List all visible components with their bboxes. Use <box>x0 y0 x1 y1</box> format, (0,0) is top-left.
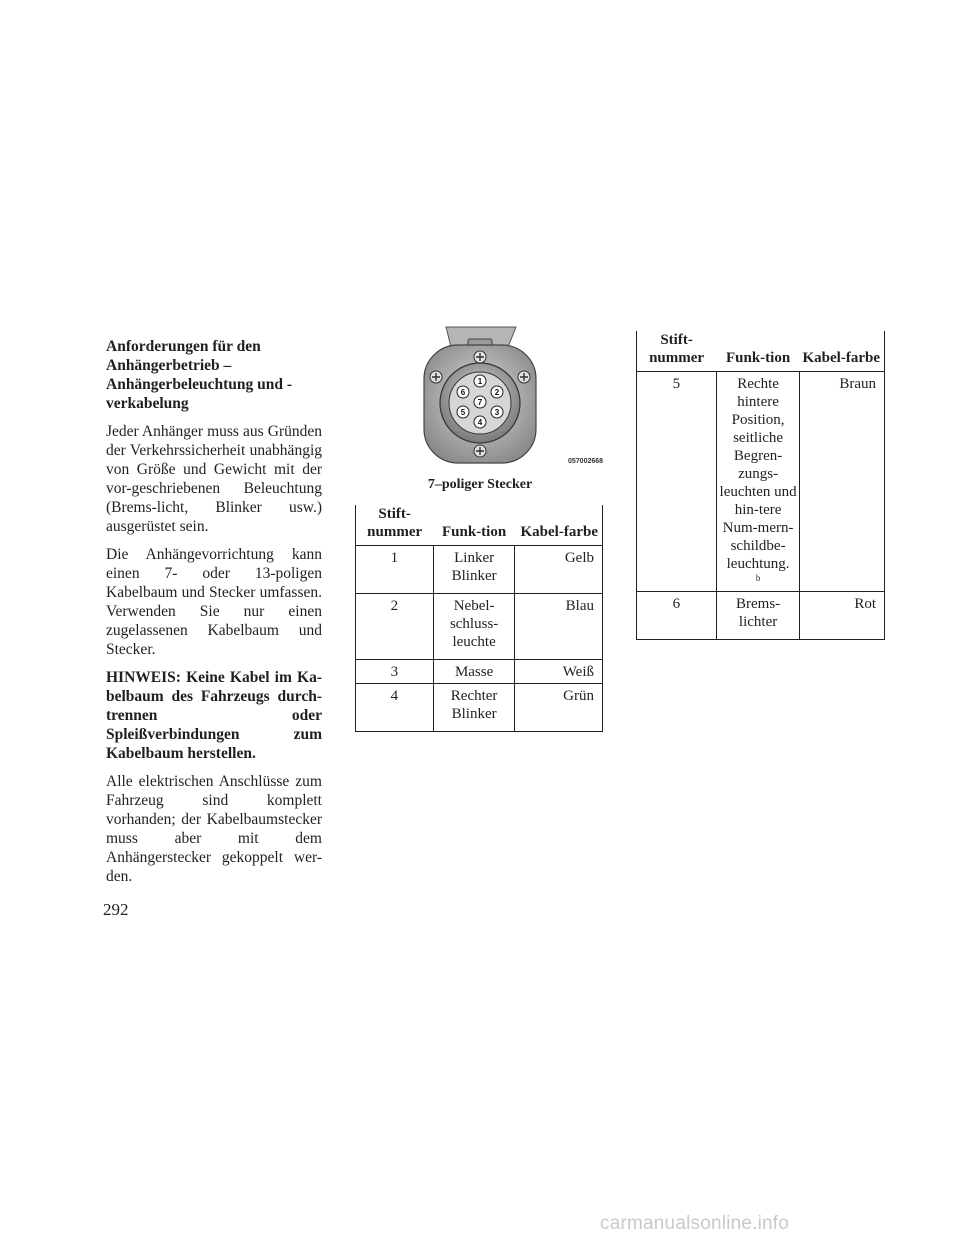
header-function: Funk-tion <box>716 331 800 372</box>
paragraph-harness: Die Anhängevorrichtung kann einen 7- oder 13-poligen Kabelbaum und Stecker umfassen. Verwenden Sie nur einen zugelassenen Kabelbaum und Stecker. <box>106 546 322 658</box>
watermark: carmanualsonline.info <box>600 1213 790 1234</box>
cell-pin: 6 <box>637 592 717 640</box>
pin-2 <box>491 386 503 398</box>
table-header-row <box>356 505 603 546</box>
cell-color: Gelb <box>515 546 603 594</box>
cell-pin: 4 <box>356 684 434 732</box>
cell-pin: 3 <box>356 660 434 684</box>
page-number: 292 <box>103 900 129 919</box>
cell-function: Brems-lichter <box>716 592 800 640</box>
header-pin: Stift-nummer <box>637 331 717 372</box>
note-warning: HINWEIS: Keine Kabel im Ka-belbaum des Fahrzeugs durch-trennen oder Spleißverbindungen zum Kabelbaum herstellen. <box>106 669 322 762</box>
svg-text:2: 2 <box>494 388 500 397</box>
pin-1 <box>474 375 486 387</box>
svg-text:6: 6 <box>460 388 466 397</box>
table-row <box>356 684 603 732</box>
table-header-row <box>637 331 885 372</box>
paragraph-lighting: Jeder Anhänger muss aus Gründen der Verkehrssicherheit unabhängig von Größe und Gewicht mit der vor-geschriebenen Beleuchtung (Brems-licht, Blinker usw.) ausgerüstet sein. <box>106 423 322 535</box>
cell-color: Rot <box>800 592 885 640</box>
svg-text:5: 5 <box>460 408 466 417</box>
table-row <box>356 546 603 594</box>
pin-3 <box>491 406 503 418</box>
svg-text:7: 7 <box>477 398 483 407</box>
pin-4 <box>474 416 486 428</box>
svg-text:1: 1 <box>477 377 483 386</box>
cell-function <box>716 372 800 592</box>
pin-table-2 <box>636 331 885 640</box>
cell-color: Blau <box>515 594 603 660</box>
cell-function-text: Rechte hintere Position, seitliche Begren-zungs-leuchten und hin-tere Num-mern-schildbe-leuchtung. <box>719 376 797 572</box>
left-column <box>106 337 322 895</box>
header-color: Kabel-farbe <box>800 331 885 372</box>
table-row <box>637 372 885 592</box>
table-row <box>637 592 885 640</box>
seven-pin-connector-illustration <box>356 325 604 475</box>
footnote-marker: b <box>755 573 761 583</box>
cell-function: Masse <box>433 660 515 684</box>
paragraph-connections: Alle elektrischen Anschlüsse zum Fahrzeug sind komplett vorhanden; der Kabelbaumstecker muss aber mit dem Anhängerstecker gekoppelt wer-den. <box>106 773 322 885</box>
figure-caption: 7–poliger Stecker <box>427 477 533 492</box>
pin-5 <box>457 406 469 418</box>
cell-pin: 5 <box>637 372 717 592</box>
header-function: Funk-tion <box>433 505 515 546</box>
cell-color: Weiß <box>515 660 603 684</box>
table-row <box>356 594 603 660</box>
cell-color: Braun <box>800 372 885 592</box>
cell-function: Rechter Blinker <box>433 684 515 732</box>
header-color: Kabel-farbe <box>515 505 603 546</box>
figure-code: 057002668 <box>568 458 604 465</box>
cell-pin: 1 <box>356 546 434 594</box>
cell-color: Grün <box>515 684 603 732</box>
section-heading: Anforderungen für den Anhängerbetrieb – Anhängerbeleuchtung und -verkabelung <box>106 338 293 412</box>
header-pin: Stift-nummer <box>356 505 434 546</box>
cell-function: Nebel-schluss-leuchte <box>433 594 515 660</box>
cell-function: Linker Blinker <box>433 546 515 594</box>
pin-6 <box>457 386 469 398</box>
svg-text:4: 4 <box>477 418 483 427</box>
pin-table-1 <box>355 505 603 732</box>
connector-figure <box>356 325 604 495</box>
pin-7 <box>474 396 486 408</box>
svg-text:3: 3 <box>494 408 500 417</box>
table-row <box>356 660 603 684</box>
cell-pin: 2 <box>356 594 434 660</box>
